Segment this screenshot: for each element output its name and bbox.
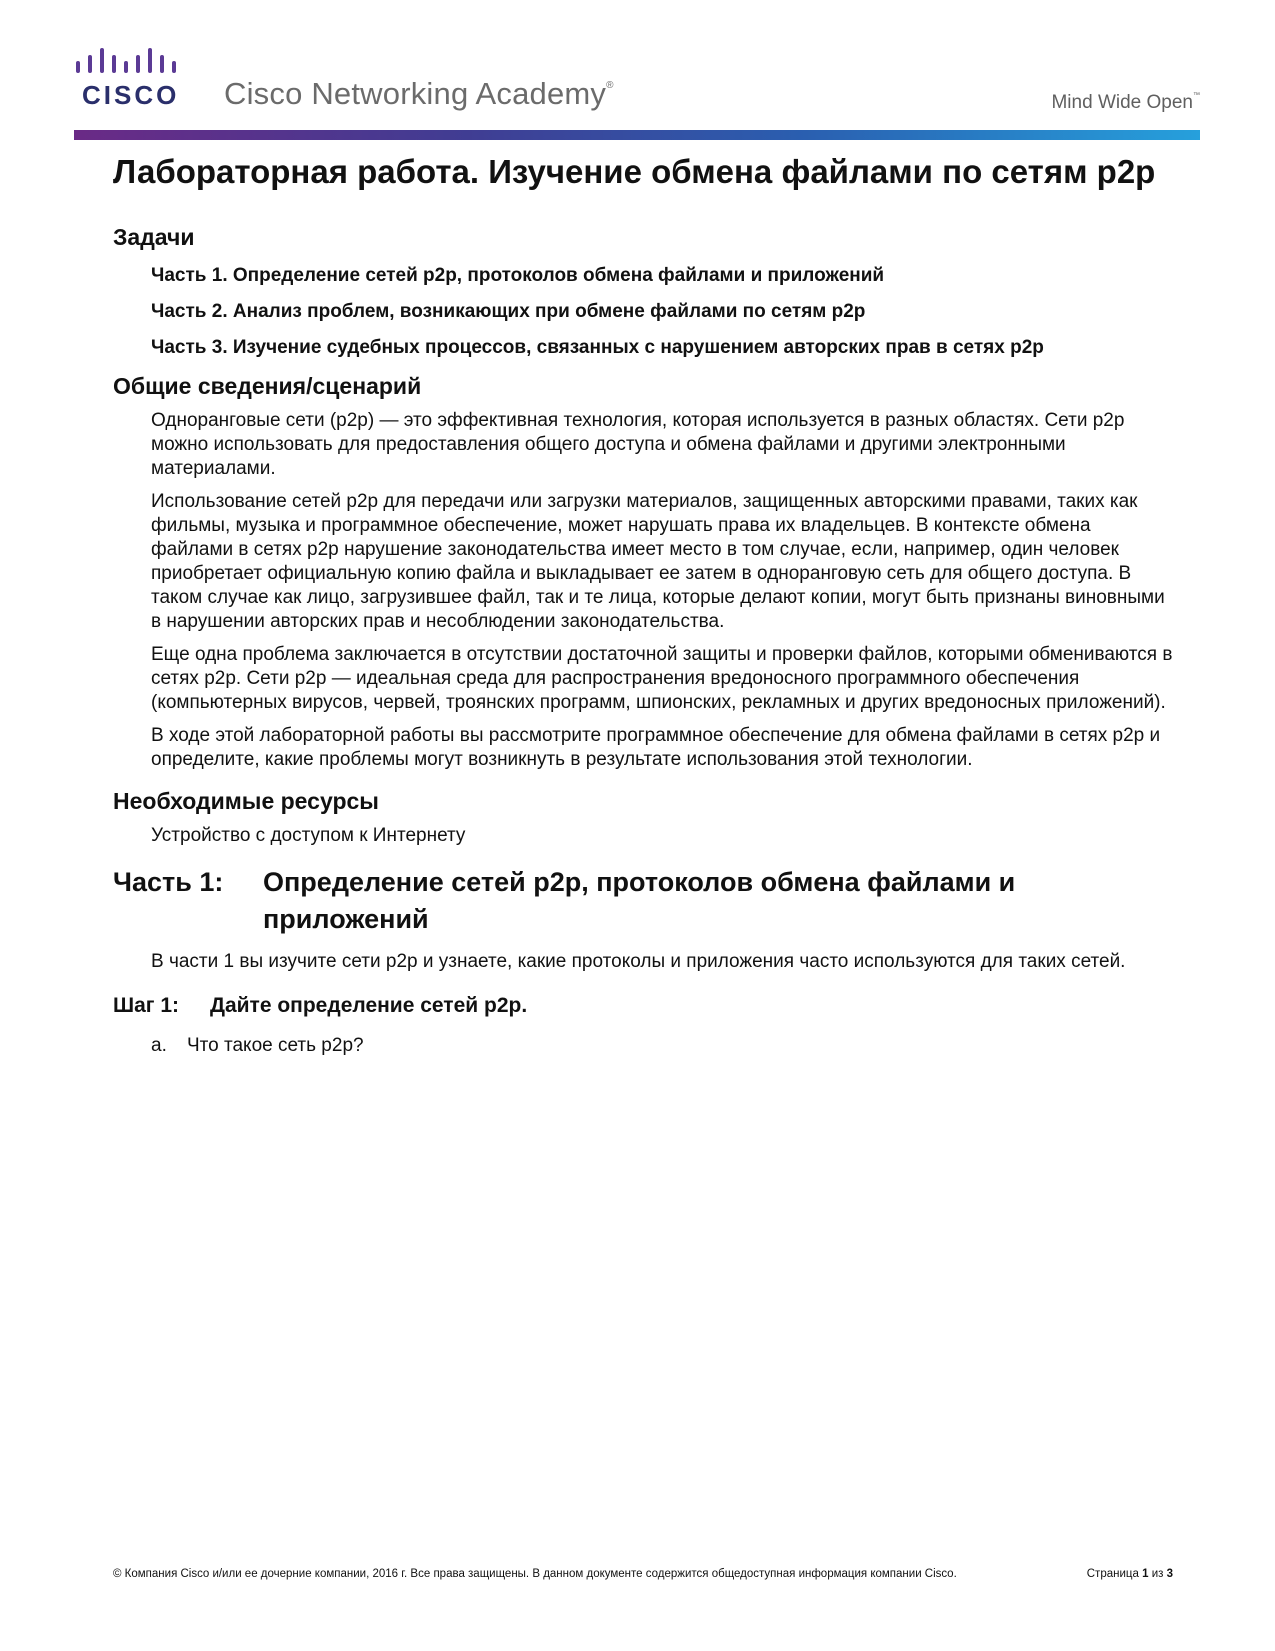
page-label: Страница	[1086, 1568, 1139, 1580]
step1-number: Шаг 1:	[113, 994, 180, 1017]
step1-name: Дайте определение сетей p2p.	[210, 994, 528, 1017]
trademark-mark: ™	[1193, 92, 1200, 99]
resources-heading: Необходимые ресурсы	[113, 788, 379, 814]
background-heading: Общие сведения/сценарий	[113, 373, 422, 399]
step1-heading	[113, 992, 1173, 1020]
page-total: 3	[1166, 1568, 1173, 1580]
question-letter: a.	[151, 1035, 167, 1056]
cisco-logo	[74, 44, 192, 114]
document-title: Лабораторная работа. Изучение обмена файлами по сетям p2p	[113, 153, 1156, 190]
part1-name: Определение сетей p2p, протоколов обмена файлами и приложений	[263, 867, 1016, 934]
academy-title	[224, 76, 614, 112]
objective-item: Часть 2. Анализ проблем, возникающих при обмене файлами по сетям p2p	[151, 301, 866, 322]
background-section	[113, 409, 1173, 772]
objective-item: Часть 1. Определение сетей p2p, протоколов обмена файлами и приложений	[151, 265, 885, 286]
question-text: Что такое сеть p2p?	[187, 1035, 364, 1056]
page-current: 1	[1142, 1568, 1149, 1580]
part1-number: Часть 1:	[113, 867, 224, 897]
part1-heading	[113, 864, 1173, 938]
question-item	[151, 1034, 1173, 1058]
objectives-heading: Задачи	[113, 224, 195, 250]
background-paragraph: Еще одна проблема заключается в отсутствии достаточной защиты и проверки файлов, которыми обмениваются в сетях p2p. Сети p2p — идеальная среда для распространения вредоносного программного обеспечения (компьютерных вирусов, червей, троянских программ, шпионских, рекламных и других вредоносных приложений).	[151, 644, 1173, 713]
copyright-text: © Компания Cisco и/или ее дочерние компании, 2016 г. Все права защищены. В данном документе содержится общедоступная информация компании Cisco.	[113, 1568, 957, 1580]
cisco-bars-icon	[76, 48, 186, 78]
tagline	[1051, 92, 1200, 114]
background-paragraph: Использование сетей p2p для передачи или загрузки материалов, защищенных авторскими правами, таких как фильмы, музыка и программное обеспечение, может нарушать права их владельцев. В контексте обмена файлами в сетях p2p нарушение законодательства имеет место в том случае, если, например, один человек приобретает официальную копию файла и выкладывает ее затем в одноранговую сеть для общего доступа. В таком случае как лицо, загрузившее файл, так и те лица, которые делают копии, могут быть признаны виновными в нарушении авторских прав и несоблюдении законодательства.	[151, 491, 1165, 632]
page-header	[74, 44, 1200, 136]
tagline-text: Mind Wide Open	[1051, 92, 1193, 113]
page-number	[1087, 1568, 1173, 1580]
document-body	[113, 150, 1173, 1058]
header-gradient-rule	[74, 130, 1200, 140]
page-footer	[113, 1568, 1173, 1580]
registered-mark: ®	[606, 80, 614, 91]
academy-title-text: Cisco Networking Academy	[224, 76, 607, 111]
page-of: из	[1151, 1568, 1164, 1580]
objectives-list	[113, 263, 1173, 360]
part1-intro: В части 1 вы изучите сети p2p и узнаете, какие протоколы и приложения часто используются для таких сетей.	[151, 951, 1126, 972]
background-paragraph: В ходе этой лабораторной работы вы рассмотрите программное обеспечение для обмена файлами в сетях p2p и определите, какие проблемы могут возникнуть в результате использования этой технологии.	[151, 725, 1161, 770]
resources-text: Устройство с доступом к Интернету	[151, 825, 466, 846]
objective-item: Часть 3. Изучение судебных процессов, связанных с нарушением авторских прав в сетях p2p	[151, 337, 1044, 358]
cisco-wordmark: CISCO	[82, 80, 180, 110]
background-paragraph: Одноранговые сети (p2p) — это эффективная технология, которая используется в разных областях. Сети p2p можно использовать для предоставления общего доступа и обмена файлами и другими электронными материалами.	[151, 410, 1125, 479]
